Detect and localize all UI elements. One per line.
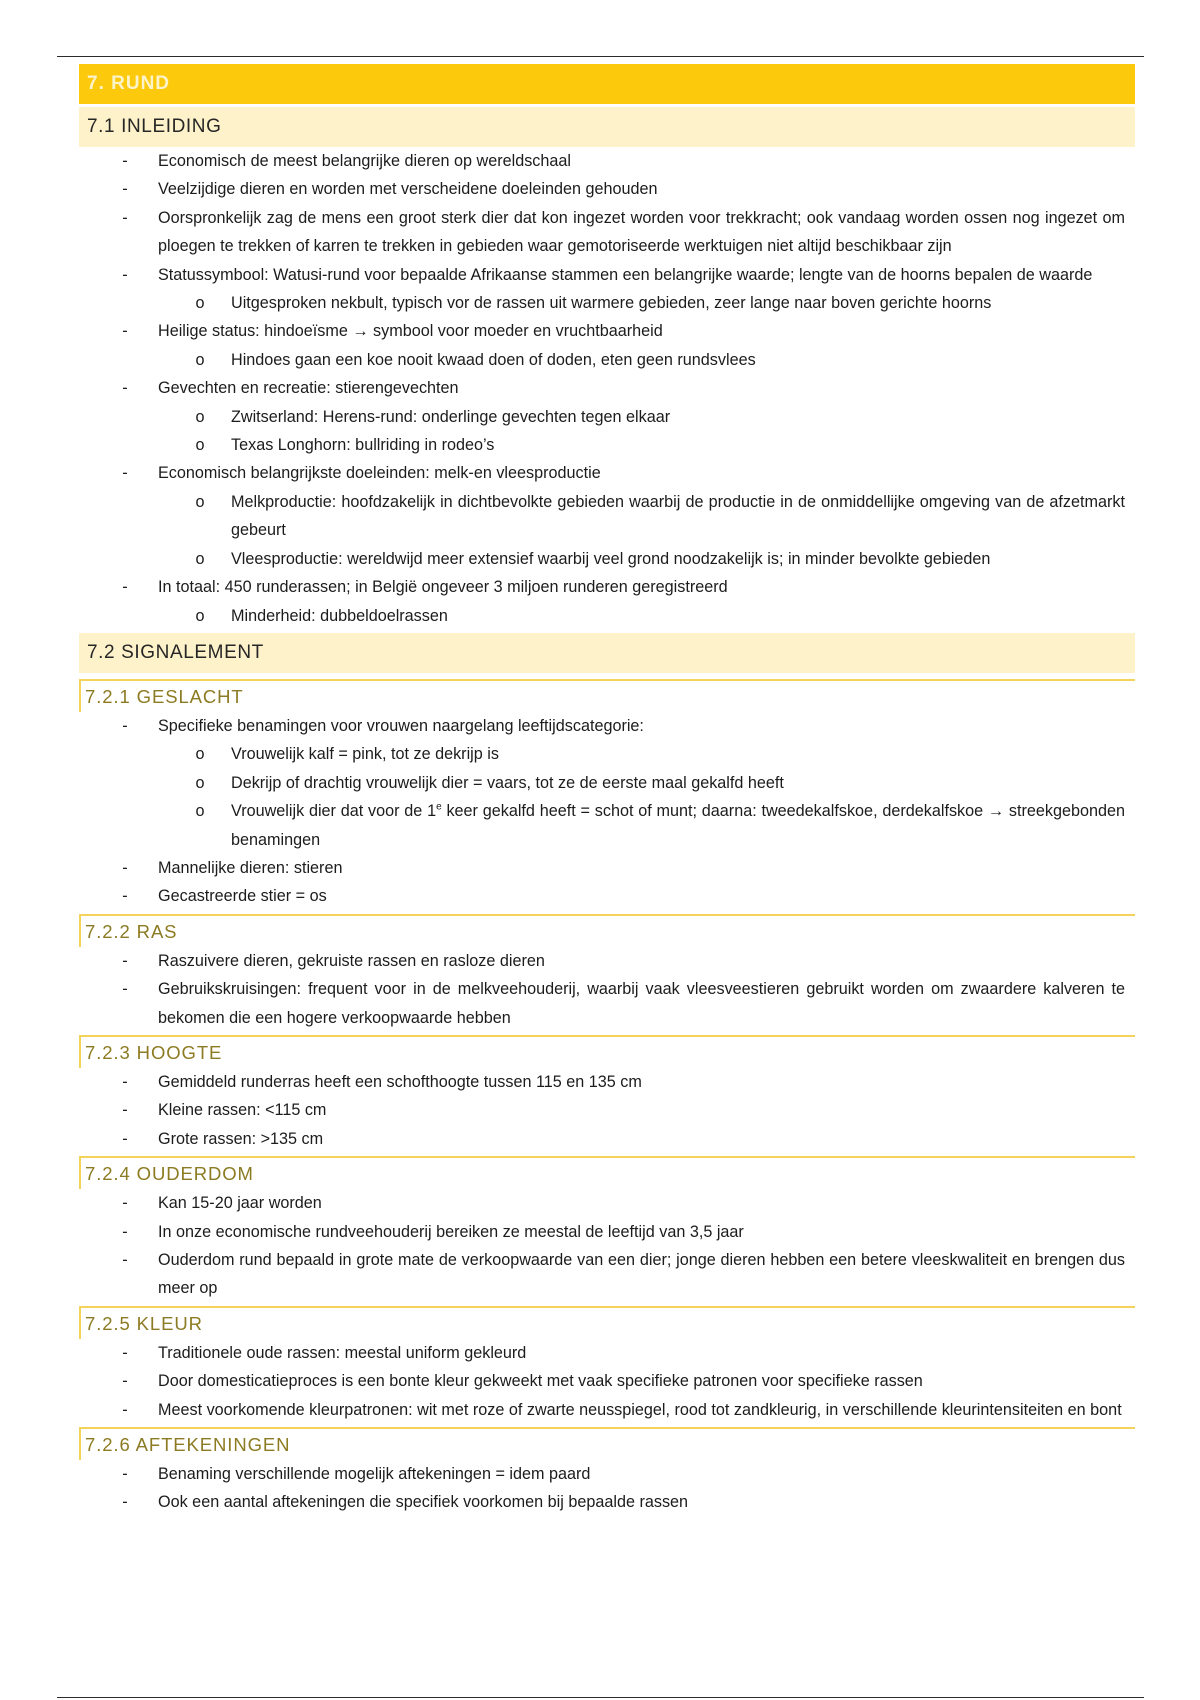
list-item: - Kan 15-20 jaar worden xyxy=(122,1194,322,1213)
list-item: - Gemiddeld runderras heeft een schofthoogte tussen 115 en 135 cm xyxy=(122,1072,642,1091)
list-item: - Gebruikskruisingen: frequent voor in de melkveehouderij, waarbij vaak vleesveestieren gebruikt worden om zwaardere kalveren te bekomen die een hogere verkoopwaarde hebben xyxy=(122,980,1125,1027)
aftekeningen-list xyxy=(79,1460,1135,1517)
sub-list-item: o Texas Longhorn: bullriding in rodeo’s xyxy=(195,436,495,455)
sub-list-item: o Minderheid: dubbeldoelrassen xyxy=(195,606,448,625)
chapter-heading: 7. RUND xyxy=(79,64,1135,104)
list-item: - Economisch belangrijkste doeleinden: melk-en vleesproductie o Melkproductie: hoofdzakelijk in dichtbevolkte gebieden waarbij de productie in de onmiddellijke omgeving van de afzetmarkt gebeurt o Vleesproductie: wereldwijd meer extensief waarbij veel grond noodzakelijk is; in minder bevolkte gebieden xyxy=(79,459,1135,573)
sub-list-item: o Vrouwelijk dier dat voor de 1e keer gekalfd heeft = schot of munt; daarna: tweedekalfskoe, derdekalfskoe → streekgebonden benamingen xyxy=(195,801,1126,849)
list-item: - Ouderdom rund bepaald in grote mate de verkoopwaarde van een dier; jonge dieren hebben een betere vleeskwaliteit en brengen dus meer op xyxy=(122,1251,1125,1298)
sub-list-item: o Hindoes gaan een koe nooit kwaad doen of doden, eten geen rundsvlees xyxy=(195,350,756,369)
subsection-heading-aftekeningen: 7.2.6 AFTEKENINGEN xyxy=(79,1427,1135,1460)
sub-list-item: o Vrouwelijk kalf = pink, tot ze dekrijp is xyxy=(195,745,499,764)
subsection-heading-kleur: 7.2.5 KLEUR xyxy=(79,1306,1135,1339)
section-heading-inleiding: 7.1 INLEIDING xyxy=(79,107,1135,147)
sub-list-item: o Uitgesproken nekbult, typisch vor de rassen uit warmere gebieden, zeer lange naar boven gerichte hoorns xyxy=(195,294,992,313)
hoogte-list xyxy=(79,1068,1135,1153)
list-item: - Kleine rassen: <115 cm xyxy=(122,1101,327,1120)
list-item: - Mannelijke dieren: stieren xyxy=(122,858,343,877)
subsection-heading-hoogte: 7.2.3 HOOGTE xyxy=(79,1035,1135,1068)
list-item: - Traditionele oude rassen: meestal uniform gekleurd xyxy=(122,1343,527,1362)
list-item: - Veelzijdige dieren en worden met verscheidene doeleinden gehouden xyxy=(122,180,658,199)
list-item: - Gevechten en recreatie: stierengevechten o Zwitserland: Herens-rund: onderlinge gevechten tegen elkaar o Texas Longhorn: bullriding in rodeo’s xyxy=(79,374,1135,459)
inleiding-list xyxy=(79,147,1135,630)
list-item: - Gecastreerde stier = os xyxy=(122,887,327,906)
list-item: - Economisch de meest belangrijke dieren op wereldschaal xyxy=(122,152,572,170)
list-item: - Benaming verschillende mogelijk aftekeningen = idem paard xyxy=(122,1465,591,1484)
list-item: - Meest voorkomende kleurpatronen: wit met roze of zwarte neusspiegel, rood tot zandkleurig, in verschillende kleurintensiteiten en bont xyxy=(122,1400,1122,1419)
sub-list-item: o Zwitserland: Herens-rund: onderlinge gevechten tegen elkaar xyxy=(195,407,671,426)
geslacht-list xyxy=(79,712,1135,911)
list-item: - Grote rassen: >135 cm xyxy=(122,1129,324,1148)
list-item: - Specifieke benamingen voor vrouwen naargelang leeftijdscategorie: o Vrouwelijk kalf = pink, tot ze dekrijp is o Dekrijp of drachtig vrouwelijk dier = vaars, tot ze de eerste maal gekalfd heeft o Vrouwelijk dier dat voor de 1e keer gekalfd heeft = schot of munt; daarna: tweedekalfskoe, derdekalfskoe → streekgebonden benamingen xyxy=(79,712,1135,854)
list-item: - In onze economische rundveehouderij bereiken ze meestal de leeftijd van 3,5 jaar xyxy=(122,1222,744,1241)
list-item: - Ook een aantal aftekeningen die specifiek voorkomen bij bepaalde rassen xyxy=(122,1493,689,1512)
list-item: - Heilige status: hindoeïsme → symbool voor moeder en vruchtbaarheid o Hindoes gaan een koe nooit kwaad doen of doden, eten geen rundsvlees xyxy=(79,317,1135,374)
list-item: - Raszuivere dieren, gekruiste rassen en rasloze dieren xyxy=(122,951,545,970)
ouderdom-list xyxy=(79,1189,1135,1303)
kleur-list xyxy=(79,1339,1135,1424)
section-heading-signalement: 7.2 SIGNALEMENT xyxy=(79,633,1135,673)
sub-list-item: o Dekrijp of drachtig vrouwelijk dier = vaars, tot ze de eerste maal gekalfd heeft xyxy=(195,773,784,792)
list-item: - Statussymbool: Watusi-rund voor bepaalde Afrikaanse stammen een belangrijke waarde; lengte van de hoorns bepalen de waarde o Uitgesproken nekbult, typisch vor de rassen uit warmere gebieden, zeer lange naar boven gerichte hoorns xyxy=(79,261,1135,318)
bottom-rule xyxy=(57,1697,1144,1698)
list-item: - In totaal: 450 runderassen; in België ongeveer 3 miljoen runderen geregistreerd o Minderheid: dubbeldoelrassen xyxy=(79,573,1135,630)
sub-list-item: o Vleesproductie: wereldwijd meer extensief waarbij veel grond noodzakelijk is; in minder bevolkte gebieden xyxy=(195,549,991,568)
subsection-heading-ouderdom: 7.2.4 OUDERDOM xyxy=(79,1156,1135,1189)
sub-list-item: o Melkproductie: hoofdzakelijk in dichtbevolkte gebieden waarbij de productie in de onmiddellijke omgeving van de afzetmarkt gebeurt xyxy=(195,492,1125,540)
list-item: - Door domesticatieproces is een bonte kleur gekweekt met vaak specifieke patronen voor specifieke rassen xyxy=(122,1372,923,1391)
page-content xyxy=(79,64,1135,1517)
ras-list xyxy=(79,947,1135,1032)
subsection-heading-geslacht: 7.2.1 GESLACHT xyxy=(79,679,1135,712)
subsection-heading-ras: 7.2.2 RAS xyxy=(79,914,1135,947)
top-rule xyxy=(57,56,1144,57)
list-item: - Oorspronkelijk zag de mens een groot sterk dier dat kon ingezet worden voor trekkracht; ook vandaag worden ossen nog ingezet om ploegen te trekken of karren te trekken in gebieden waar gemotoriseerde werktuigen niet altijd beschikbaar zijn xyxy=(122,208,1125,256)
